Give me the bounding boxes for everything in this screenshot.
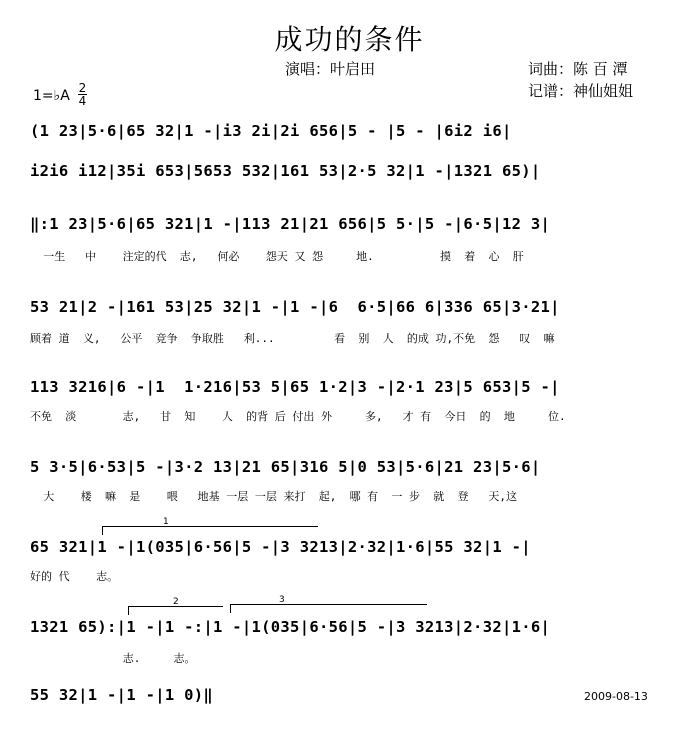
- lyrics-row-4: 顾着 道 义, 公平 竞争 争取胜 利... 看 别 人 的成 功,不免 怨 叹 嘛: [30, 332, 555, 345]
- transcription-date: 2009-08-13: [584, 690, 648, 703]
- notation-row-1: (1 23|5·6|65 32|1 -|i3 2i|2i 656|5 - |5 - |6i2 i6|: [30, 122, 512, 140]
- volta-number-2: 2: [173, 597, 179, 607]
- notation-row-3: ‖:1 23|5·6|65 321|1 -|113 21|21 656|5 5·|5 -|6·5|12 3|: [30, 215, 551, 233]
- lyrics-row-3: 一生 中 注定的代 志, 何必 怨天 又 怨 地. 摸 着 心 肝: [30, 250, 524, 263]
- volta-number-1: 1: [163, 517, 169, 527]
- notation-row-6: 5 3·5|6·53|5 -|3·2 13|21 65|316 5|0 53|5·6|21 23|5·6|: [30, 458, 541, 476]
- lyrics-row-6: 大 楼 嘛 是 喂 地基 一层 一层 来打 起, 哪 有 一 步 就 登 天,这: [30, 490, 518, 503]
- time-signature-top: 2: [78, 81, 87, 95]
- singer-credit: 演唱：叶启田: [285, 60, 376, 78]
- lyricist-composer-credit: 词曲：陈 百 潭: [528, 60, 628, 78]
- notation-row-5: 113 3216|6 -|1 1·216|53 5|65 1·2|3 -|2·1 23|5 653|5 -|: [30, 378, 560, 396]
- volta-bracket-1: [102, 517, 318, 535]
- volta-number-3: 3: [279, 595, 285, 605]
- transcriber-credit: 记谱：神仙姐姐: [528, 82, 634, 100]
- notation-row-8: 1321 65):|1 -|1 -:|1 -|1(035|6·56|5 -|3 3213|2·32|1·6|: [30, 618, 551, 636]
- notation-row-4: 53 21|2 -|161 53|25 32|1 -|1 -|6 6·5|66 6|336 65|3·21|: [30, 298, 560, 316]
- song-title: 成功的条件: [274, 23, 425, 56]
- key-signature: 1=♭A: [33, 88, 70, 104]
- lyrics-row-7: 好的 代 志。: [30, 570, 119, 583]
- notation-row-7: 65 321|1 -|1(035|6·56|5 -|3 3213|2·32|1·6|55 32|1 -|: [30, 538, 531, 556]
- volta-bracket-3: [230, 595, 427, 613]
- time-signature: [78, 82, 87, 107]
- time-signature-bottom: 4: [78, 94, 87, 108]
- volta-bracket-2: [128, 597, 223, 615]
- notation-row-9: 55 32|1 -|1 -|1 0)‖: [30, 686, 214, 704]
- lyrics-row-5: 不免 淡 志, 甘 知 人 的背 后 付出 外 多, 才 有 今日 的 地 位.: [30, 410, 566, 423]
- lyrics-row-8: 志. 志。: [30, 652, 196, 665]
- notation-row-2: i2i6 i12|35i 653|5653 532|161 53|2·5 32|1 -|1321 65)|: [30, 162, 541, 180]
